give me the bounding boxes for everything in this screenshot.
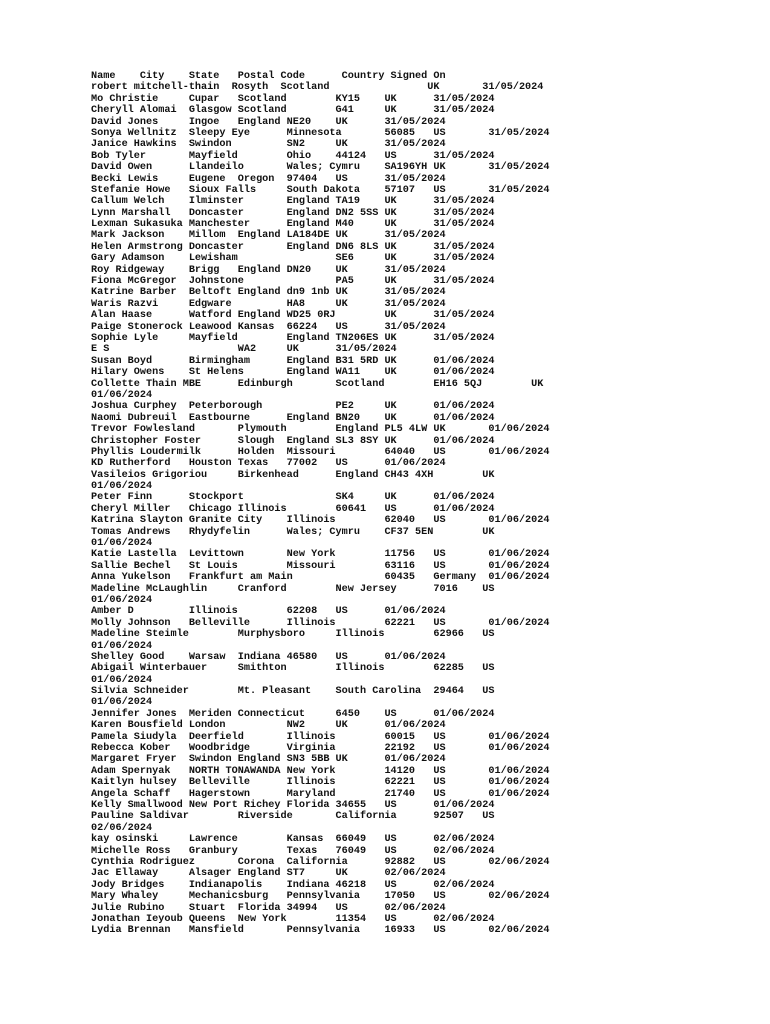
signature-row: Sonya Wellnitz Sleepy Eye Minnesota 56085 US 31/05/2024: [91, 127, 550, 139]
signature-row: Peter Finn Stockport SK4 UK 01/06/2024: [91, 492, 495, 504]
signature-row: Margaret Fryer Swindon England SN3 5BB UK 01/06/2024: [91, 754, 446, 766]
signature-row: Hilary Owens St Helens England WA11 UK 01/06/2024: [91, 367, 495, 379]
signature-row: Amber D Illinois 62208 US 01/06/2024: [91, 606, 446, 618]
signature-row: Mary Whaley Mechanicsburg Pennsylvania 17050 US 02/06/2024: [91, 891, 550, 903]
signature-row: Anna Yukelson Frankfurt am Main 60435 Germany 01/06/2024: [91, 572, 550, 584]
signature-row: 02/06/2024: [91, 822, 153, 834]
signature-row: 01/06/2024: [91, 594, 153, 606]
signature-row: Fiona McGregor Johnstone PA5 UK 31/05/2024: [91, 276, 495, 288]
signature-row: 01/06/2024: [91, 640, 153, 652]
signature-row: Katie Lastella Levittown New York 11756 US 01/06/2024: [91, 549, 550, 561]
signature-row: Sallie Bechel St Louis Missouri 63116 US 01/06/2024: [91, 560, 550, 572]
signature-row: Roy Ridgeway Brigg England DN20 UK 31/05/2024: [91, 264, 446, 276]
signature-row: Molly Johnson Belleville Illinois 62221 US 01/06/2024: [91, 617, 550, 629]
signature-row: Jennifer Jones Meriden Connecticut 6450 US 01/06/2024: [91, 708, 495, 720]
signature-row: Lynn Marshall Doncaster England DN2 5SS UK 31/05/2024: [91, 207, 495, 219]
signature-row: Julie Rubino Stuart Florida 34994 US 02/06/2024: [91, 902, 446, 914]
signature-list-document: [91, 71, 661, 937]
signature-row: Katrina Slayton Granite City Illinois 62040 US 01/06/2024: [91, 515, 550, 527]
signature-row: robert mitchell-thain Rosyth Scotland UK 31/05/2024: [91, 82, 544, 94]
signature-row: Lexman Sukasuka Manchester England M40 UK 31/05/2024: [91, 219, 495, 231]
signature-row: Lydia Brennan Mansfield Pennsylvania 16933 US 02/06/2024: [91, 925, 550, 937]
signature-row: 01/06/2024: [91, 481, 153, 493]
signature-row: Michelle Ross Granbury Texas 76049 US 02/06/2024: [91, 845, 495, 857]
signature-row: Sophie Lyle Mayfield England TN206ES UK 31/05/2024: [91, 332, 495, 344]
signature-row: Gary Adamson Lewisham SE6 UK 31/05/2024: [91, 253, 495, 265]
signature-row: Karen Bousfield London NW2 UK 01/06/2024: [91, 720, 446, 732]
signature-row: Vasileios Grigoriou Birkenhead England CH43 4XH UK: [91, 469, 495, 481]
signature-row: Joshua Curphey Peterborough PE2 UK 01/06/2024: [91, 401, 495, 413]
signature-row: Shelley Good Warsaw Indiana 46580 US 01/06/2024: [91, 651, 446, 663]
signature-row: 01/06/2024: [91, 538, 153, 550]
signature-row: Paige Stonerock Leawood Kansas 66224 US 31/05/2024: [91, 321, 446, 333]
signature-row: 01/06/2024: [91, 389, 153, 401]
signature-row: Mo Christie Cupar Scotland KY15 UK 31/05/2024: [91, 93, 495, 105]
signature-row: Cheryll Alomai Glasgow Scotland G41 UK 31/05/2024: [91, 105, 495, 117]
signature-row: 01/06/2024: [91, 674, 153, 686]
signature-row: E S WA2 UK 31/05/2024: [91, 344, 397, 356]
signature-row: David Owen Llandeilo Wales; Cymru SA196YH UK 31/05/2024: [91, 162, 550, 174]
signature-row: 01/06/2024: [91, 697, 153, 709]
signature-row: Pamela Siudyla Deerfield Illinois 60015 US 01/06/2024: [91, 731, 550, 743]
signature-row: Collette Thain MBE Edinburgh Scotland EH16 5QJ UK: [91, 378, 544, 390]
signature-row: Silvia Schneider Mt. Pleasant South Carolina 29464 US: [91, 686, 495, 698]
signature-row: Stefanie Howe Sioux Falls South Dakota 57107 US 31/05/2024: [91, 184, 550, 196]
signature-row: Kaitlyn hulsey Belleville Illinois 62221 US 01/06/2024: [91, 777, 550, 789]
signature-row: Trevor Fowlesland Plymouth England PL5 4LW UK 01/06/2024: [91, 424, 550, 436]
signature-row: Janice Hawkins Swindon SN2 UK 31/05/2024: [91, 139, 446, 151]
signature-row: Becki Lewis Eugene Oregon 97404 US 31/05/2024: [91, 173, 446, 185]
signature-row: kay osinski Lawrence Kansas 66049 US 02/06/2024: [91, 834, 495, 846]
signature-row: Waris Razvi Edgware HA8 UK 31/05/2024: [91, 298, 446, 310]
signature-row: Jody Bridges Indianapolis Indiana 46218 US 02/06/2024: [91, 879, 495, 891]
signature-row: Mark Jackson Millom England LA184DE UK 31/05/2024: [91, 230, 446, 242]
signature-row: Christopher Foster Slough England SL3 8SY UK 01/06/2024: [91, 435, 495, 447]
header-row: Name City State Postal Code Country Signed On: [91, 71, 446, 82]
signature-row: Phyllis Loudermilk Holden Missouri 64040 US 01/06/2024: [91, 446, 550, 458]
signature-row: Adam Spernyak NORTH TONAWANDA New York 14120 US 01/06/2024: [91, 765, 550, 777]
signature-row: Pauline Saldivar Riverside California 92507 US: [91, 811, 495, 823]
signature-row: Katrine Barber Beltoft England dn9 1nb UK 31/05/2024: [91, 287, 446, 299]
signature-row: Jonathan Ieyoub Queens New York 11354 US 02/06/2024: [91, 913, 495, 925]
signature-row: Madeline McLaughlin Cranford New Jersey 7016 US: [91, 583, 495, 595]
signature-row: Callum Welch Ilminster England TA19 UK 31/05/2024: [91, 196, 495, 208]
signature-row: Bob Tyler Mayfield Ohio 44124 US 31/05/2024: [91, 150, 495, 162]
signature-row: Alan Haase Watford England WD25 0RJ UK 31/05/2024: [91, 310, 495, 322]
signature-row: Jac Ellaway Alsager England ST7 UK 02/06/2024: [91, 868, 446, 880]
signature-row: Cynthia Rodriguez Corona California 92882 US 02/06/2024: [91, 856, 550, 868]
signature-row: Naomi Dubreuil Eastbourne England BN20 UK 01/06/2024: [91, 412, 495, 424]
signature-row: Helen Armstrong Doncaster England DN6 8LS UK 31/05/2024: [91, 241, 495, 253]
signature-row: KD Rutherford Houston Texas 77002 US 01/06/2024: [91, 458, 446, 470]
signature-row: Abigail Winterbauer Smithton Illinois 62285 US: [91, 663, 495, 675]
signature-row: Kelly Smallwood New Port Richey Florida 34655 US 01/06/2024: [91, 800, 495, 811]
signature-row: David Jones Ingoe England NE20 UK 31/05/2024: [91, 116, 446, 128]
signature-row: Madeline Steimle Murphysboro Illinois 62966 US: [91, 629, 495, 641]
signature-row: Rebecca Kober Woodbridge Virginia 22192 US 01/06/2024: [91, 743, 550, 755]
signature-row: Cheryl Miller Chicago Illinois 60641 US 01/06/2024: [91, 503, 495, 515]
signature-row: Tomas Andrews Rhydyfelin Wales; Cymru CF37 5EN UK: [91, 526, 495, 538]
signature-row: Angela Schaff Hagerstown Maryland 21740 US 01/06/2024: [91, 788, 550, 800]
signature-row: Susan Boyd Birmingham England B31 5RD UK 01/06/2024: [91, 355, 495, 367]
